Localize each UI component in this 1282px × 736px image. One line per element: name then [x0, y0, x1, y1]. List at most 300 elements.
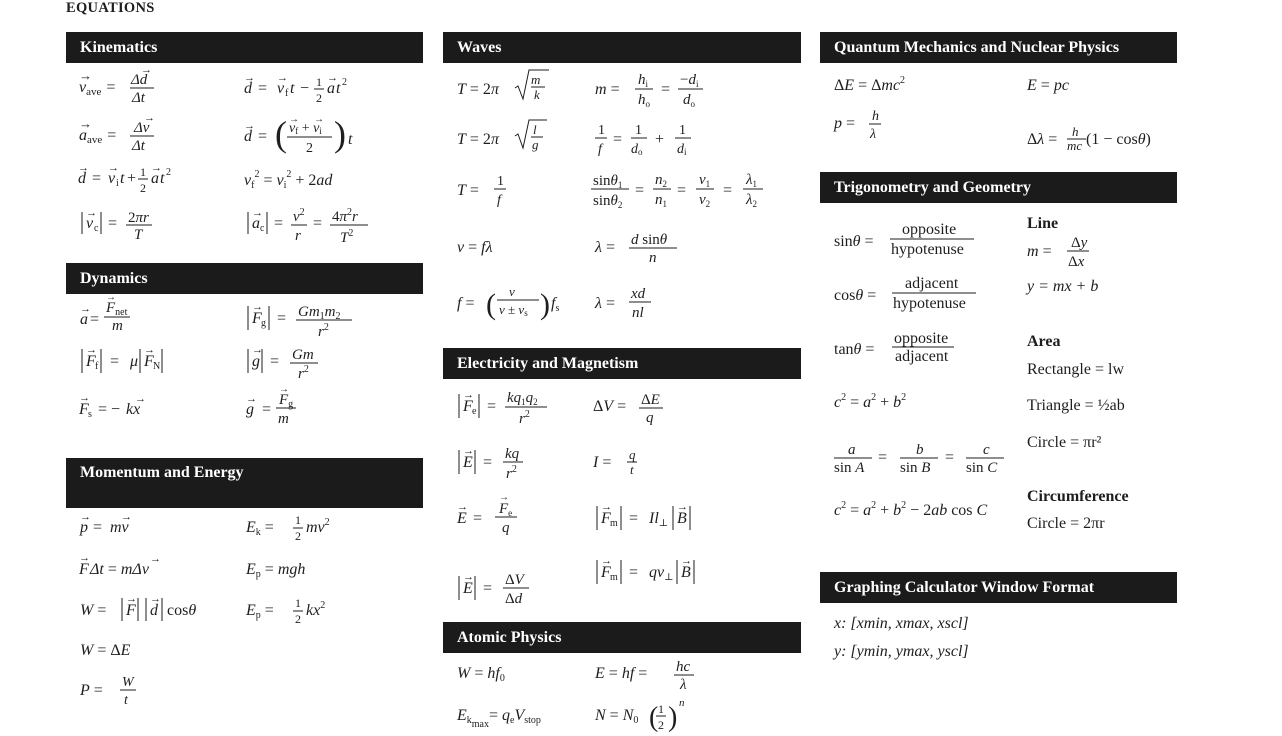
svg-text:Gm: Gm	[292, 347, 314, 363]
svg-text:=: =	[487, 398, 497, 415]
svg-text:E = hf =: E = hf =	[595, 665, 648, 682]
svg-text:→: →	[244, 72, 255, 84]
svg-text:=: =	[723, 182, 733, 199]
eq-cosine	[834, 275, 976, 312]
eq-thin-lens	[595, 123, 691, 157]
svg-text:d: d	[78, 170, 86, 187]
svg-text:kx: kx	[126, 401, 141, 418]
svg-text:1: 1	[497, 174, 504, 189]
svg-text:Δy: Δy	[1071, 235, 1088, 251]
svg-text:→: →	[135, 393, 146, 405]
svg-text:adjacent: adjacent	[905, 275, 959, 292]
svg-text:=: =	[483, 580, 493, 597]
svg-text:Fg: $F_g$	[279, 392, 294, 410]
svg-text:→: →	[150, 553, 161, 565]
svg-text:λ: λ	[680, 677, 687, 693]
svg-text:Δt: Δt	[132, 90, 145, 106]
svg-text:T: T	[134, 227, 143, 243]
svg-text:r: r	[295, 228, 301, 244]
eq-potential-spring	[245, 596, 325, 626]
svg-text:opposite: opposite	[894, 330, 949, 347]
svg-text:Δλ =: Δλ =	[1027, 131, 1058, 148]
svg-text:→: →	[499, 492, 509, 503]
svg-text:f: f	[598, 142, 602, 157]
svg-text:(: (	[649, 702, 659, 733]
page-title: EQUATIONS	[66, 0, 155, 16]
svg-text:λ1: $\lambda_1$	[746, 172, 757, 189]
eq-wave-speed	[457, 239, 493, 256]
svg-text:): )	[540, 288, 550, 321]
svg-text:p =: p =	[834, 115, 856, 132]
eq-compton	[1027, 124, 1151, 153]
svg-text:cosθ: cosθ	[167, 602, 197, 619]
svg-text:Δv: Δv	[134, 120, 150, 136]
svg-text:a: a	[327, 80, 335, 97]
svg-text:→: →	[144, 344, 155, 356]
atomic-equations	[443, 654, 801, 736]
svg-text:Ek =: Ek =	[246, 519, 274, 538]
eq-gravitational-field-force	[246, 384, 296, 427]
svg-text:=: =	[258, 128, 268, 145]
eq-circle-area: Circle = πr²	[1027, 434, 1102, 451]
svg-text:→: →	[80, 511, 91, 523]
kinematics-equations	[66, 64, 423, 254]
eq-mass-energy	[834, 75, 905, 94]
svg-text:=: =	[93, 519, 103, 536]
eq-displacement-average	[244, 114, 353, 156]
svg-text:=: =	[262, 401, 272, 418]
svg-text:kq: kq	[505, 446, 520, 462]
svg-text:do: do	[631, 142, 643, 157]
svg-text:= −: = −	[98, 401, 121, 418]
svg-text:mv2: $mv^2$	[306, 517, 330, 536]
eq-momentum	[79, 511, 132, 536]
svg-text:): )	[334, 114, 346, 154]
svg-text:=: =	[661, 81, 671, 98]
svg-text:F: F	[601, 564, 611, 581]
svg-text:sinθ =: sinθ =	[834, 233, 874, 250]
svg-text:ΔV: ΔV	[505, 572, 524, 588]
circumference-title: Circumference	[1027, 488, 1129, 505]
eq-impulse	[78, 552, 161, 578]
graphing-header: Graphing Calculator Window Format	[820, 572, 1177, 603]
svg-text:→: →	[144, 112, 155, 124]
svg-text:→: →	[677, 501, 688, 513]
svg-text:E = pc: E = pc	[1027, 77, 1069, 94]
svg-text:f: f	[497, 193, 501, 208]
svg-text:h: h	[1072, 124, 1079, 139]
eq-potential-difference	[593, 392, 663, 426]
svg-text:Δt = mΔv: Δt = mΔv	[90, 561, 149, 578]
svg-text:l: l	[533, 122, 537, 137]
svg-text:d: d	[244, 128, 252, 145]
svg-text:T =: T =	[457, 182, 479, 199]
svg-text:T = 2π: T = 2π	[457, 131, 499, 148]
svg-text:2: 2	[140, 181, 146, 195]
svg-text:c2 = a2 + b2: $c^2 = a^2 + b^2$	[834, 392, 907, 411]
svg-text:+: +	[655, 131, 665, 148]
area-title: Area	[1027, 333, 1061, 350]
svg-text:=: =	[613, 131, 623, 148]
svg-text:t: t	[630, 462, 634, 477]
svg-text:→: →	[141, 64, 152, 76]
svg-text:ho: $h_o$	[638, 92, 650, 109]
svg-text:=: =	[258, 80, 268, 97]
svg-text:mc: mc	[1067, 138, 1083, 153]
svg-text:2: 2	[295, 612, 301, 626]
svg-text:di: di	[677, 142, 687, 157]
svg-text:sin C: sin C	[966, 460, 998, 476]
eq-stopping-voltage	[456, 707, 541, 730]
svg-text:→: →	[457, 501, 468, 513]
svg-text:sinθ1: sinθ$_1$	[593, 173, 623, 190]
svg-text:1: 1	[140, 165, 146, 179]
svg-text:+: +	[127, 170, 137, 187]
svg-text:g: g	[261, 318, 266, 329]
svg-text:xd: xd	[631, 286, 646, 302]
waves-equations	[443, 64, 801, 334]
svg-text:N = N0: N = N0	[595, 707, 639, 726]
svg-text:kq1q2: $kq_1q_2$	[507, 390, 538, 407]
svg-text:→: →	[601, 555, 612, 567]
svg-text:hi: $h_i$	[638, 72, 649, 89]
svg-text:=: =	[629, 564, 639, 581]
svg-text:=: =	[108, 215, 118, 232]
eq-displacement-final	[244, 72, 347, 105]
svg-text:r2: $r^2$	[298, 364, 309, 382]
eq-work-function	[457, 665, 505, 684]
svg-text:1: 1	[295, 596, 301, 610]
eq-triangle-area: Triangle = ½ab	[1027, 397, 1125, 414]
waves-header: Waves	[443, 32, 801, 63]
svg-text:m =: m =	[1027, 243, 1052, 260]
svg-text:mv: mv	[110, 519, 129, 536]
svg-text:q: q	[502, 520, 510, 536]
svg-text:vave =: vave =	[79, 79, 117, 98]
eq-tangent	[834, 330, 954, 365]
eq-line-equation: y = mx + b	[1027, 278, 1099, 295]
eq-period-frequency	[457, 174, 506, 208]
svg-text:2: 2	[166, 167, 171, 178]
eq-magnetic-force-wire	[597, 501, 690, 530]
svg-text:ΔE = Δmc2: ΔE = Δmc$^2$	[834, 75, 906, 94]
svg-text:E: E	[457, 510, 467, 527]
svg-text:Ekmax= qeVstop: $Ek_{max}=$ qeVstop	[457, 707, 541, 730]
svg-text:=: =	[677, 182, 687, 199]
svg-text:v2: $v_2$	[699, 192, 711, 209]
svg-text:adjacent: adjacent	[895, 348, 949, 365]
svg-text:2: 2	[306, 141, 313, 156]
svg-text:q: q	[646, 410, 654, 426]
svg-text:v: v	[86, 215, 94, 232]
svg-text:2: 2	[295, 529, 301, 543]
eq-coulombs-law	[459, 389, 547, 427]
graphing-y-window: y: [ymin, ymax, yscl]	[834, 643, 969, 660]
eq-snells-law	[591, 172, 763, 210]
svg-text:=: =	[274, 215, 284, 232]
eq-potential-gravity	[245, 561, 305, 580]
svg-text:d: d	[150, 602, 158, 619]
svg-text:λ: λ	[870, 127, 877, 142]
svg-text:v2: $v^2$	[293, 207, 305, 225]
eq-photon-energy	[594, 659, 694, 693]
electricity-equations	[443, 380, 801, 610]
svg-text:(: (	[486, 288, 496, 321]
svg-text:=: =	[945, 449, 955, 466]
svg-text:→: →	[108, 162, 119, 174]
momentum-equations	[66, 508, 423, 736]
svg-text:(1 − cosθ): (1 − cosθ)	[1086, 131, 1151, 148]
svg-text:1: 1	[635, 123, 642, 138]
svg-text:T2: $T^2$	[340, 228, 354, 246]
svg-text:=: =	[90, 311, 100, 328]
svg-text:→: →	[289, 114, 299, 125]
svg-text:n2: $n_2$	[655, 172, 667, 189]
svg-text:t: t	[160, 170, 165, 187]
svg-text:a: a	[252, 215, 260, 232]
eq-double-slit	[594, 286, 651, 321]
eq-displacement-initial	[78, 162, 171, 195]
dynamics-header: Dynamics	[66, 263, 423, 294]
eq-magnification	[595, 72, 703, 109]
svg-text:): )	[668, 702, 678, 733]
svg-text:E: E	[463, 454, 473, 471]
quantum-header: Quantum Mechanics and Nuclear Physics	[820, 32, 1177, 63]
trig-header: Trigonometry and Geometry	[820, 172, 1177, 203]
svg-text:r2: $r^2$	[519, 409, 530, 427]
eq-electric-field-point	[459, 445, 523, 482]
svg-text:F: F	[601, 510, 611, 527]
svg-text:m: m	[610, 572, 618, 583]
svg-text:d sinθ: d sinθ	[631, 232, 668, 248]
svg-text:Il⊥: Il⊥	[649, 510, 669, 529]
svg-text:Fe: $F_e$	[499, 501, 513, 518]
svg-text:λ =: λ =	[595, 239, 615, 256]
svg-text:d: d	[244, 80, 252, 97]
svg-text:m: m	[531, 72, 541, 87]
svg-text:sin B: sin B	[900, 460, 931, 476]
svg-text:a: a	[80, 311, 88, 328]
svg-text:hypotenuse: hypotenuse	[891, 241, 964, 258]
svg-text:c: c	[260, 223, 265, 234]
eq-work	[80, 593, 196, 621]
svg-text:g: g	[252, 353, 260, 370]
svg-text:=: =	[878, 449, 888, 466]
svg-text:c: c	[983, 442, 990, 458]
svg-text:Fnet: $F_{net}$	[106, 300, 128, 318]
svg-text:v: v	[108, 170, 116, 187]
svg-text:tanθ =: tanθ =	[834, 341, 875, 358]
eq-slope	[1027, 235, 1089, 270]
eq-magnetic-force-charge	[597, 555, 694, 584]
eq-average-velocity	[79, 64, 154, 106]
svg-text:→: →	[463, 389, 474, 401]
svg-text:→: →	[252, 207, 263, 219]
eq-diffraction-angle	[594, 232, 677, 266]
svg-text:m: m	[112, 318, 123, 334]
svg-text:sinθ2: sinθ$_2$	[593, 193, 623, 210]
svg-text:T = 2π: T = 2π	[457, 81, 499, 98]
eq-velocity-squared	[244, 169, 333, 191]
svg-text:k: k	[534, 87, 540, 102]
svg-text:4π2r: $4\pi^2r$	[332, 207, 358, 225]
svg-text:ΔE: ΔE	[641, 392, 660, 408]
svg-text:F: F	[463, 398, 473, 415]
svg-text:h: h	[872, 109, 879, 124]
svg-text:2: 2	[342, 77, 347, 88]
eq-pendulum-period	[457, 120, 547, 152]
eq-cosine-law	[834, 500, 988, 519]
kinematics-header: Kinematics	[66, 32, 423, 63]
svg-text:λ =: λ =	[595, 295, 615, 312]
eq-friction	[82, 344, 162, 373]
eq-electric-field-potential	[459, 571, 529, 607]
svg-text:=: =	[92, 170, 102, 187]
eq-half-life	[594, 697, 685, 733]
eq-work-energy	[80, 642, 131, 659]
svg-text:n: n	[649, 250, 657, 266]
svg-text:t: t	[290, 80, 295, 97]
eq-electric-field-force	[456, 492, 517, 536]
svg-text:→: →	[79, 552, 90, 564]
svg-text:v = fλ: v = fλ	[457, 239, 493, 256]
svg-text:qv⊥: qv⊥	[649, 564, 674, 583]
svg-text:→: →	[86, 344, 97, 356]
svg-text:vf2 = vi2 + 2ad: $vf^2 = vi^2 + 2ad$	[244, 169, 333, 191]
svg-text:ΔV =: ΔV =	[593, 398, 627, 415]
svg-text:−: −	[300, 80, 310, 97]
svg-text:sin A: sin A	[834, 460, 865, 476]
svg-text:=: =	[110, 353, 120, 370]
svg-text:→: →	[150, 593, 161, 605]
svg-text:v1: $v_1$	[699, 172, 711, 189]
svg-text:g: g	[532, 137, 539, 152]
svg-text:q: q	[629, 447, 636, 462]
svg-text:→: →	[681, 555, 692, 567]
svg-text:→: →	[79, 68, 92, 83]
svg-text:→: →	[252, 344, 263, 356]
svg-text:c2 = a2 + b2 − 2ab cos C: $c^2 = a^2 + b^2 - 2ab$ cos C	[834, 500, 988, 519]
svg-text:Ep = mgh: Ep = mgh	[246, 561, 306, 580]
svg-text:B: B	[677, 510, 687, 527]
svg-text:b: b	[916, 442, 924, 458]
svg-text:v ± vs: v ± vs	[499, 302, 528, 318]
svg-text:→: →	[79, 116, 92, 131]
svg-text:do: $d_o$	[683, 92, 695, 109]
svg-text:=: =	[629, 510, 639, 527]
svg-text:=: =	[483, 454, 493, 471]
svg-text:hypotenuse: hypotenuse	[893, 295, 966, 312]
svg-text:F: F	[79, 401, 89, 418]
graphing-x-window: x: [xmin, xmax, xscl]	[834, 615, 969, 632]
svg-text:→: →	[279, 384, 289, 395]
svg-text:B: B	[681, 564, 691, 581]
atomic-header: Atomic Physics	[443, 622, 801, 653]
svg-text:t: t	[124, 693, 128, 708]
svg-text:→: →	[601, 501, 612, 513]
eq-spring-period	[457, 70, 549, 102]
svg-text:cosθ =: cosθ =	[834, 287, 877, 304]
svg-text:Δd: Δd	[131, 72, 148, 88]
eq-rectangle-area: Rectangle = lw	[1027, 361, 1124, 378]
eq-gravitational-field	[248, 344, 318, 382]
svg-text:fs: fs	[551, 295, 560, 314]
eq-kinetic-energy	[245, 513, 330, 543]
svg-text:=: =	[313, 215, 323, 232]
svg-text:F: F	[86, 353, 96, 370]
eq-current	[592, 447, 637, 477]
svg-text:→: →	[463, 445, 474, 457]
eq-gravitation	[248, 301, 352, 340]
svg-text:vf + vi: vf + vi	[289, 121, 322, 136]
svg-text:W = ΔE: W = ΔE	[80, 642, 131, 659]
svg-text:μ: μ	[130, 353, 139, 370]
eq-pythagorean	[834, 392, 906, 411]
svg-text:1: 1	[679, 123, 686, 138]
svg-text:m =: m =	[595, 81, 620, 98]
svg-text:n1: $n_1$	[655, 192, 667, 209]
eq-de-broglie	[833, 109, 881, 142]
svg-text:s: s	[88, 409, 92, 420]
svg-text:r2: $r^2$	[506, 464, 517, 482]
svg-text:m: m	[278, 411, 289, 427]
eq-sine	[834, 221, 974, 258]
svg-text:→: →	[314, 114, 324, 125]
svg-text:→: →	[244, 120, 255, 132]
svg-text:Δd: Δd	[505, 591, 523, 607]
eq-centripetal-acceleration	[248, 207, 368, 246]
svg-text:1: 1	[295, 513, 301, 527]
svg-text:→: →	[327, 72, 338, 84]
svg-text:N: N	[153, 361, 161, 372]
svg-text:a: a	[848, 442, 856, 458]
eq-average-acceleration	[79, 112, 155, 154]
svg-text:f =: f =	[457, 295, 475, 312]
svg-text:nl: nl	[632, 305, 644, 321]
svg-text:→: →	[78, 162, 89, 174]
svg-text:I =: I =	[593, 454, 612, 471]
svg-text:r2: $r^2$	[318, 322, 329, 340]
svg-text:g: g	[246, 401, 254, 418]
momentum-header: Momentum and Energy	[66, 458, 423, 508]
electricity-header: Electricity and Magnetism	[443, 348, 801, 379]
svg-text:→: →	[86, 207, 97, 219]
svg-text:λ2: $\lambda_2$	[746, 192, 757, 209]
svg-text:=: =	[635, 182, 645, 199]
svg-text:n: n	[679, 697, 685, 709]
svg-text:opposite: opposite	[902, 221, 957, 238]
svg-text:F: F	[252, 310, 262, 327]
svg-text:F: F	[126, 602, 136, 619]
svg-text:1: 1	[316, 75, 322, 89]
eq-circumference: Circle = 2πr	[1027, 515, 1105, 532]
eq-newton-second-law	[80, 292, 130, 334]
svg-text:t: t	[336, 80, 341, 97]
eq-hookes-law	[78, 392, 146, 420]
svg-text:→: →	[246, 393, 257, 405]
svg-text:→: →	[121, 511, 132, 523]
svg-text:Δt: Δt	[132, 138, 145, 154]
svg-text:→: →	[252, 301, 263, 313]
svg-text:t: t	[120, 170, 125, 187]
eq-centripetal-velocity	[82, 207, 152, 243]
svg-text:→: →	[151, 162, 162, 174]
svg-text:F: F	[144, 353, 154, 370]
line-title: Line	[1027, 215, 1059, 232]
svg-text:v: v	[277, 80, 285, 97]
svg-text:p: p	[80, 519, 88, 536]
svg-text:Gm1m2: $Gm_1m_2$	[298, 304, 341, 322]
